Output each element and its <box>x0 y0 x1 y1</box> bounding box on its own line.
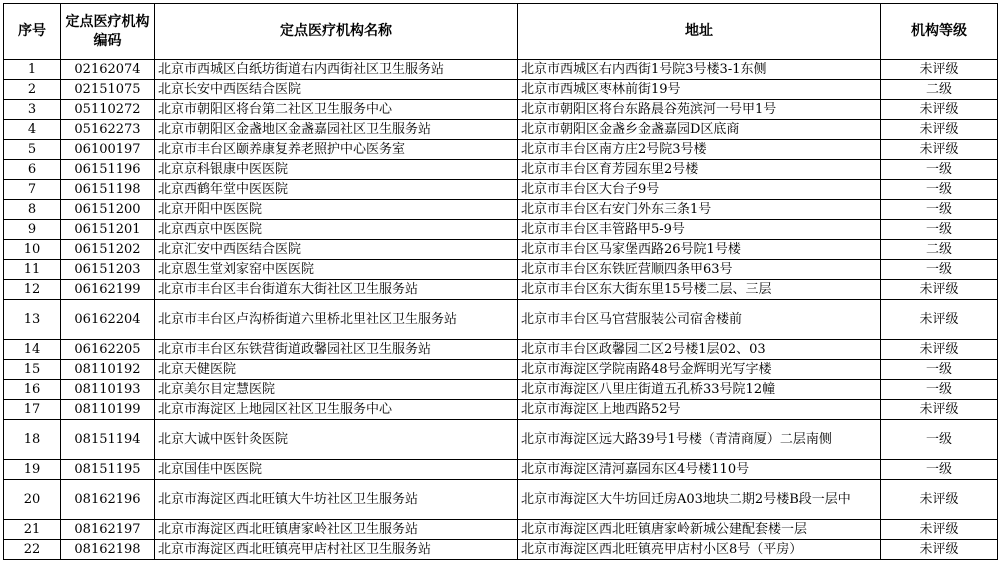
cell-code: 08151195 <box>61 460 155 480</box>
table-row <box>4 280 998 300</box>
table-row <box>4 360 998 380</box>
cell-level: 未评级 <box>881 540 998 560</box>
cell-code: 06151200 <box>61 200 155 220</box>
cell-name: 北京市丰台区颐养康复养老照护中心医务室 <box>155 140 518 160</box>
cell-level: 一级 <box>881 180 998 200</box>
cell-no: 7 <box>4 180 61 200</box>
cell-address: 北京市海淀区西北旺镇唐家岭新城公建配套楼一层 <box>518 520 881 540</box>
cell-code: 06151201 <box>61 220 155 240</box>
cell-address: 北京市丰台区大台子9号 <box>518 180 881 200</box>
table-row <box>4 520 998 540</box>
cell-address: 北京市丰台区东大街东里15号楼二层、三层 <box>518 280 881 300</box>
cell-no: 21 <box>4 520 61 540</box>
cell-level: 未评级 <box>881 340 998 360</box>
cell-no: 22 <box>4 540 61 560</box>
cell-no: 12 <box>4 280 61 300</box>
cell-level: 二级 <box>881 240 998 260</box>
cell-code: 02151075 <box>61 80 155 100</box>
cell-level: 一级 <box>881 360 998 380</box>
cell-no: 3 <box>4 100 61 120</box>
cell-name: 北京市丰台区卢沟桥街道六里桥北里社区卫生服务站 <box>155 300 518 340</box>
cell-address: 北京市海淀区大牛坊回迁房A03地块二期2号楼B段一层中 <box>518 480 881 520</box>
header-address: 地址 <box>518 4 881 60</box>
table-row <box>4 400 998 420</box>
cell-no: 14 <box>4 340 61 360</box>
table-row <box>4 260 998 280</box>
cell-code: 06162205 <box>61 340 155 360</box>
table-row <box>4 300 998 340</box>
cell-name: 北京市西城区白纸坊街道右内西街社区卫生服务站 <box>155 60 518 80</box>
cell-code: 08162197 <box>61 520 155 540</box>
cell-name: 北京大诚中医针灸医院 <box>155 420 518 460</box>
cell-address: 北京市朝阳区将台东路晨谷苑滨河一号甲1号 <box>518 100 881 120</box>
cell-no: 5 <box>4 140 61 160</box>
cell-no: 8 <box>4 200 61 220</box>
cell-level: 一级 <box>881 160 998 180</box>
header-row <box>4 4 998 60</box>
cell-level: 一级 <box>881 420 998 460</box>
cell-address: 北京市海淀区西北旺镇亮甲店村小区8号（平房） <box>518 540 881 560</box>
cell-address: 北京市丰台区马家堡西路26号院1号楼 <box>518 240 881 260</box>
table-row <box>4 120 998 140</box>
cell-level: 二级 <box>881 80 998 100</box>
cell-code: 08162198 <box>61 540 155 560</box>
cell-no: 19 <box>4 460 61 480</box>
header-code: 定点医疗机构编码 <box>61 4 155 60</box>
cell-address: 北京市海淀区学院南路48号金辉明光写字楼 <box>518 360 881 380</box>
cell-name: 北京市海淀区西北旺镇大牛坊社区卫生服务站 <box>155 480 518 520</box>
header-level: 机构等级 <box>881 4 998 60</box>
cell-code: 06151198 <box>61 180 155 200</box>
cell-code: 06151196 <box>61 160 155 180</box>
cell-code: 06151203 <box>61 260 155 280</box>
cell-address: 北京市丰台区南方庄2号院3号楼 <box>518 140 881 160</box>
cell-level: 一级 <box>881 260 998 280</box>
cell-no: 17 <box>4 400 61 420</box>
cell-name: 北京市海淀区西北旺镇唐家岭社区卫生服务站 <box>155 520 518 540</box>
cell-code: 08110193 <box>61 380 155 400</box>
header-no: 序号 <box>4 4 61 60</box>
cell-name: 北京汇安中西医结合医院 <box>155 240 518 260</box>
table-row <box>4 480 998 520</box>
cell-code: 08110199 <box>61 400 155 420</box>
cell-address: 北京市西城区枣林前街19号 <box>518 80 881 100</box>
cell-address: 北京市丰台区育芳园东里2号楼 <box>518 160 881 180</box>
cell-address: 北京市海淀区清河嘉园东区4号楼110号 <box>518 460 881 480</box>
cell-level: 一级 <box>881 200 998 220</box>
cell-name: 北京恩生堂刘家窑中医医院 <box>155 260 518 280</box>
cell-code: 06100197 <box>61 140 155 160</box>
table-row <box>4 180 998 200</box>
cell-level: 未评级 <box>881 480 998 520</box>
cell-name: 北京天健医院 <box>155 360 518 380</box>
table-row <box>4 160 998 180</box>
table-row <box>4 540 998 560</box>
cell-name: 北京开阳中医医院 <box>155 200 518 220</box>
cell-no: 2 <box>4 80 61 100</box>
cell-no: 18 <box>4 420 61 460</box>
cell-level: 一级 <box>881 220 998 240</box>
cell-code: 05162273 <box>61 120 155 140</box>
cell-no: 11 <box>4 260 61 280</box>
table-row <box>4 340 998 360</box>
cell-name: 北京西鹤年堂中医医院 <box>155 180 518 200</box>
institution-table <box>3 3 998 560</box>
cell-code: 08151194 <box>61 420 155 460</box>
cell-code: 08110192 <box>61 360 155 380</box>
cell-address: 北京市丰台区马官营服装公司宿舍楼前 <box>518 300 881 340</box>
cell-address: 北京市海淀区远大路39号1号楼（青清商厦）二层南侧 <box>518 420 881 460</box>
cell-level: 一级 <box>881 380 998 400</box>
cell-no: 1 <box>4 60 61 80</box>
table-row <box>4 200 998 220</box>
cell-level: 未评级 <box>881 300 998 340</box>
cell-code: 08162196 <box>61 480 155 520</box>
table-row <box>4 220 998 240</box>
table-row <box>4 460 998 480</box>
cell-code: 06162204 <box>61 300 155 340</box>
cell-level: 未评级 <box>881 520 998 540</box>
cell-address: 北京市丰台区政馨园二区2号楼1层02、03 <box>518 340 881 360</box>
cell-no: 6 <box>4 160 61 180</box>
cell-address: 北京市丰台区丰管路甲5-9号 <box>518 220 881 240</box>
cell-no: 13 <box>4 300 61 340</box>
table-row <box>4 420 998 460</box>
header-name: 定点医疗机构名称 <box>155 4 518 60</box>
cell-level: 未评级 <box>881 140 998 160</box>
cell-name: 北京市丰台区东铁营街道政馨园社区卫生服务站 <box>155 340 518 360</box>
table-row <box>4 60 998 80</box>
cell-name: 北京京科银康中医医院 <box>155 160 518 180</box>
table-row <box>4 380 998 400</box>
cell-code: 02162074 <box>61 60 155 80</box>
table-body <box>4 60 998 560</box>
cell-code: 06162199 <box>61 280 155 300</box>
cell-code: 05110272 <box>61 100 155 120</box>
table-row <box>4 140 998 160</box>
cell-level: 未评级 <box>881 60 998 80</box>
cell-name: 北京西京中医医院 <box>155 220 518 240</box>
cell-name: 北京长安中西医结合医院 <box>155 80 518 100</box>
cell-level: 未评级 <box>881 120 998 140</box>
cell-name: 北京市海淀区西北旺镇亮甲店村社区卫生服务站 <box>155 540 518 560</box>
cell-name: 北京市朝阳区金盏地区金盏嘉园社区卫生服务站 <box>155 120 518 140</box>
cell-no: 10 <box>4 240 61 260</box>
table-row <box>4 240 998 260</box>
cell-level: 未评级 <box>881 100 998 120</box>
cell-address: 北京市丰台区东铁匠营顺四条甲63号 <box>518 260 881 280</box>
cell-level: 未评级 <box>881 280 998 300</box>
cell-no: 4 <box>4 120 61 140</box>
cell-code: 06151202 <box>61 240 155 260</box>
cell-address: 北京市朝阳区金盏乡金盏嘉园D区底商 <box>518 120 881 140</box>
cell-address: 北京市丰台区右安门外东三条1号 <box>518 200 881 220</box>
table-row <box>4 100 998 120</box>
cell-no: 20 <box>4 480 61 520</box>
table-row <box>4 80 998 100</box>
cell-no: 15 <box>4 360 61 380</box>
cell-address: 北京市海淀区上地西路52号 <box>518 400 881 420</box>
cell-name: 北京美尔目定慧医院 <box>155 380 518 400</box>
cell-no: 16 <box>4 380 61 400</box>
cell-no: 9 <box>4 220 61 240</box>
cell-address: 北京市西城区右内西街1号院3号楼3-1东侧 <box>518 60 881 80</box>
cell-name: 北京国佳中医医院 <box>155 460 518 480</box>
cell-address: 北京市海淀区八里庄街道五孔桥33号院12幢 <box>518 380 881 400</box>
cell-name: 北京市朝阳区将台第二社区卫生服务中心 <box>155 100 518 120</box>
cell-level: 未评级 <box>881 400 998 420</box>
cell-level: 一级 <box>881 460 998 480</box>
cell-name: 北京市丰台区丰台街道东大街社区卫生服务站 <box>155 280 518 300</box>
cell-name: 北京市海淀区上地园区社区卫生服务中心 <box>155 400 518 420</box>
